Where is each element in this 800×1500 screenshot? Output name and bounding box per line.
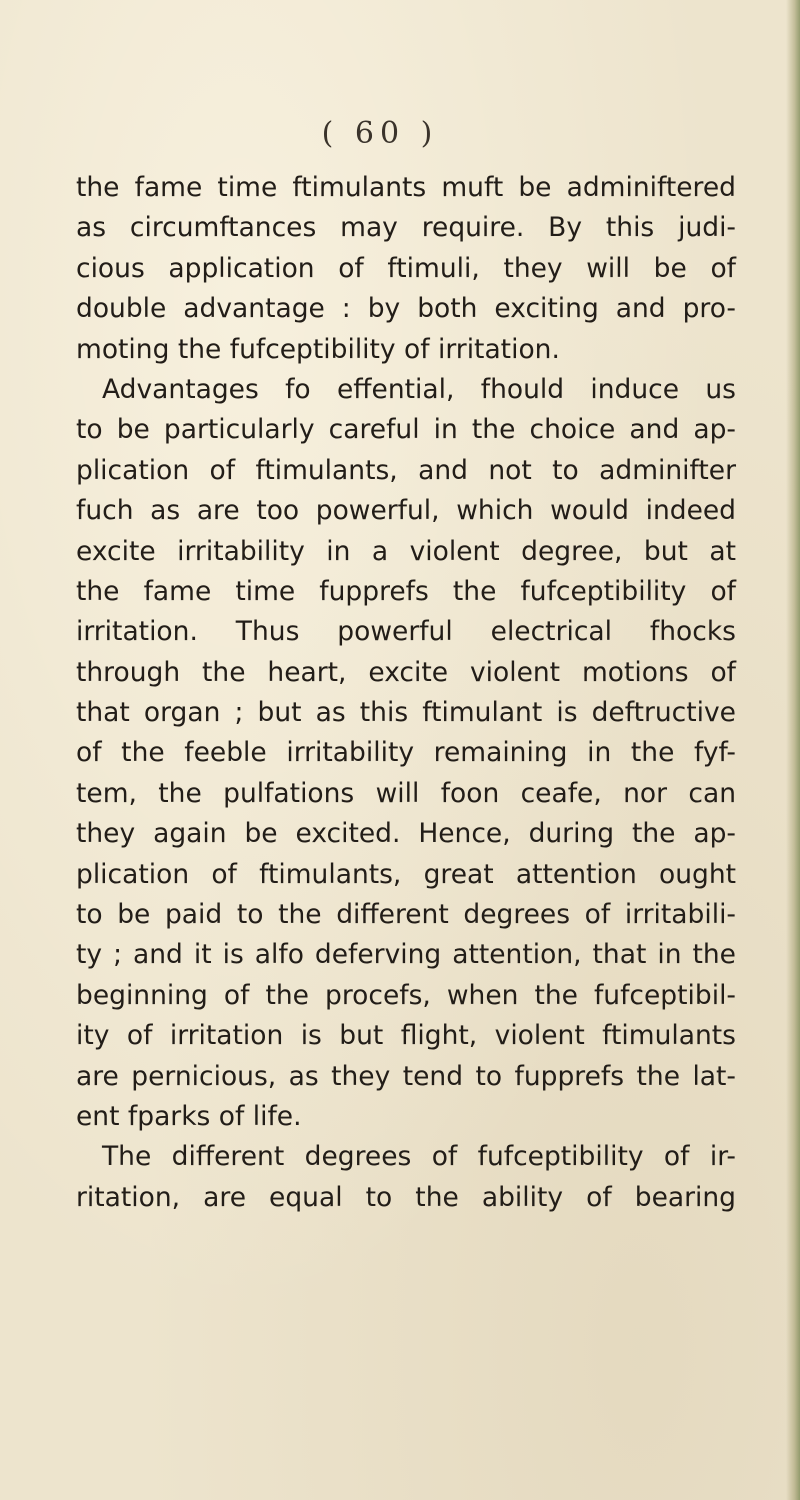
text-line: The different degrees of fufceptibility of ir- (102, 1141, 736, 1173)
text-line: they again be excited. Hence, during the ap- (76, 818, 736, 850)
text-line: ity of irritation is but flight, violent ftimulants (76, 1020, 736, 1052)
text-line: beginning of the procefs, when the fufceptibil- (76, 979, 736, 1011)
body-text (76, 168, 736, 1218)
text-line: moting the fufceptibility of irritation. (76, 333, 560, 365)
text-line: through the heart, excite violent motions of (76, 656, 736, 688)
text-line: to be paid to the different degrees of irritabili- (76, 899, 736, 931)
page-edge (786, 0, 800, 1500)
text-line: the fame time ftimulants muft be adminiftered (76, 172, 736, 203)
text-line: plication of ftimulants, and not to adminifter (76, 454, 736, 486)
text-line: Advantages fo effential, fhould induce us (102, 373, 736, 405)
text-line: fuch as are too powerful, which would indeed (76, 495, 736, 527)
text-line: are pernicious, as they tend to fupprefs the lat- (76, 1060, 736, 1092)
text-line: ty ; and it is alfo deferving attention, that in the (76, 939, 736, 971)
text-line: of the feeble irritability remaining in the fyf- (76, 737, 736, 769)
text-line: plication of ftimulants, great attention ought (76, 858, 736, 890)
text-line: ent fparks of life. (76, 1100, 302, 1132)
text-line: tem, the pulfations will foon ceafe, nor can (76, 777, 736, 809)
text-line: as circumftances may require. By this judi- (76, 212, 736, 244)
text-line: ritation, are equal to the ability of bearing (76, 1181, 736, 1213)
page-number: ( 60 ) (321, 116, 439, 151)
text-line: cious application of ftimuli, they will be of (76, 252, 736, 284)
text-line: that organ ; but as this ftimulant is deftructive (76, 697, 736, 729)
text-line: double advantage : by both exciting and pro- (76, 293, 736, 325)
text-line: the fame time fupprefs the fufceptibility of (76, 575, 736, 607)
text-line: to be particularly careful in the choice and ap- (76, 414, 736, 446)
text-line: irritation. Thus powerful electrical fhocks (76, 616, 736, 648)
text-line: excite irritability in a violent degree, but at (76, 535, 736, 567)
